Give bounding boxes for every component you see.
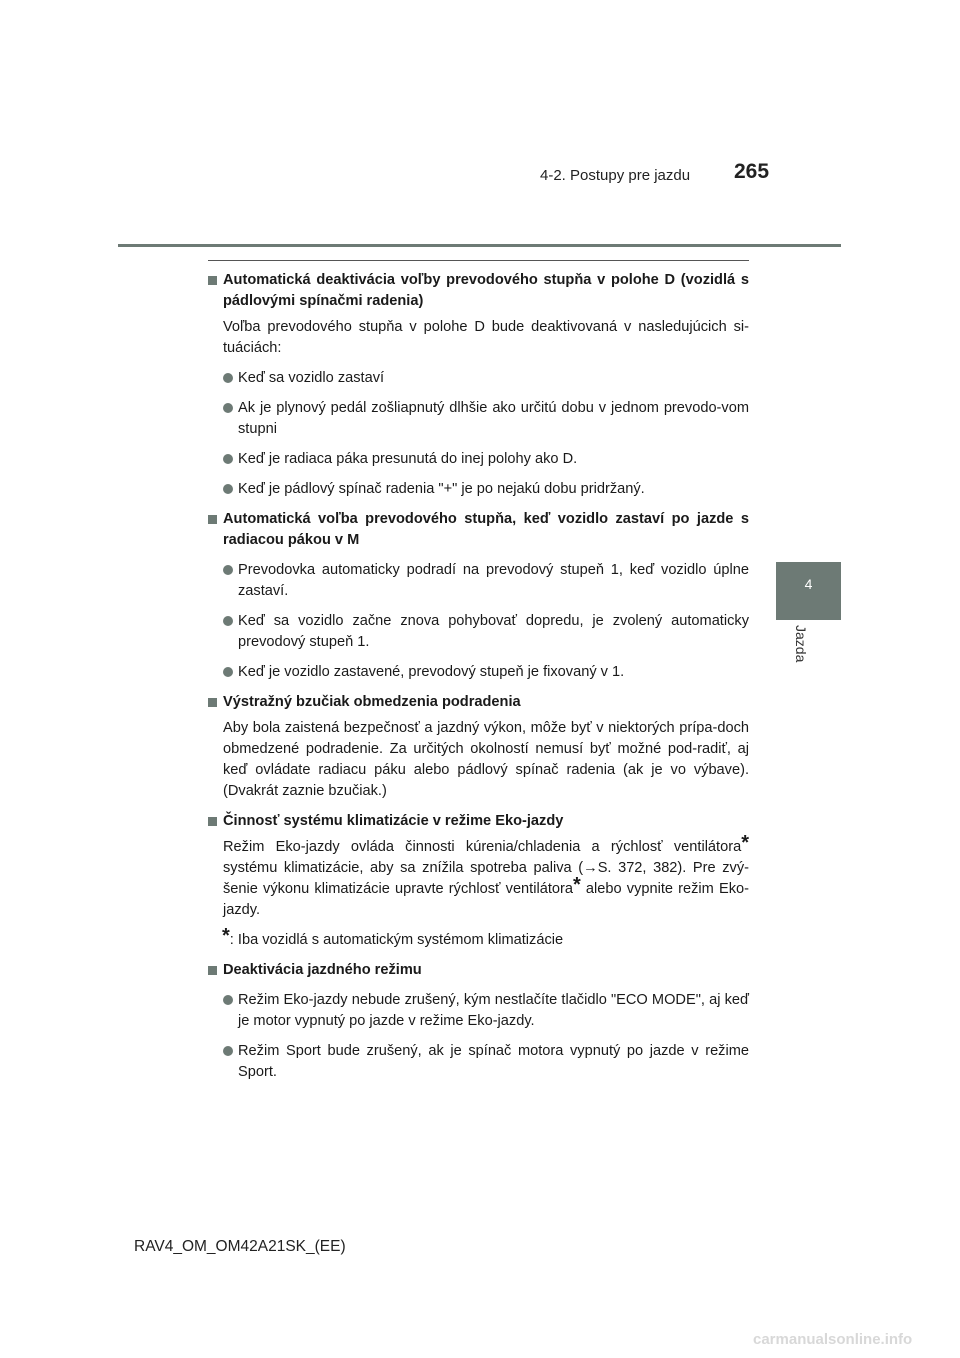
paragraph: Aby bola zaistená bezpečnosť a jazdný výkon, môže byť v niektorých prípa-doch obmedzené podradenie. Za určitých okolností nemusí byť možné pod-radiť, aj keď ovládate radiacu páku alebo pádlový spínač radenia (ak je vo výbave). (Dvakrát zaznie bzučiak.) [223,720,749,799]
list-item-text: Režim Sport bude zrušený, ak je spínač motora vypnutý po jazde v režime Sport. [238,1043,749,1080]
list-item [223,560,749,602]
circle-bullet-icon [223,616,233,626]
list-item-text: Keď sa vozidlo začne znova pohybovať dopredu, je zvolený automaticky prevodový stupeň 1. [238,613,749,650]
section-heading [208,692,749,713]
content-divider [208,260,749,261]
page-content [208,270,749,1083]
paragraph [223,832,749,921]
square-bullet-icon [208,515,217,524]
circle-bullet-icon [223,454,233,464]
square-bullet-icon [208,817,217,826]
list-item-text: Keď je radiaca páka presunutá do inej polohy ako D. [238,451,578,467]
heading-text: Deaktivácia jazdného režimu [223,962,422,978]
document-code: RAV4_OM_OM42A21SK_(EE) [134,1238,346,1255]
list-item-text: Režim Eko-jazdy nebude zrušený, kým nestlačíte tlačidlo "ECO MODE", aj keď je motor vypnutý po jazde v režime Eko-jazdy. [238,992,749,1029]
page-reference-arrow: → [583,860,598,876]
list-item [223,368,749,389]
section-heading [208,960,749,981]
circle-bullet-icon [223,1046,233,1056]
section-title: 4-2. Postupy pre jazdu [540,167,691,184]
list-item-text: Keď je pádlový spínač radenia "+" je po nejakú dobu pridržaný. [238,481,645,497]
heading-text: Automatická voľba prevodového stupňa, keď vozidlo zastaví po jazde s radiacou pákou v M [223,511,749,548]
section-heading [208,270,749,312]
circle-bullet-icon [223,373,233,383]
chapter-label-text: Jazda [793,625,809,663]
chapter-number: 4 [804,576,813,592]
footnote-text: : Iba vozidlá s automatickým systémom klimatizácie [229,932,564,948]
list-item-text: Keď sa vozidlo zastaví [238,370,385,386]
list-item [223,990,749,1032]
list-item [223,1041,749,1083]
list-item-text: Ak je plynový pedál zošliapnutý dlhšie ako určitú dobu v jednom prevodo-vom stupni [238,400,749,437]
footnote [222,925,749,951]
list-item-text: Keď je vozidlo zastavené, prevodový stupeň je fixovaný v 1. [238,664,625,680]
text-run: alebo vypnite režim Eko-jazdy. [223,881,749,918]
circle-bullet-icon [223,484,233,494]
footnote-marker: * [572,874,581,896]
circle-bullet-icon [223,403,233,413]
list-item [223,449,749,470]
footnote-marker: * [222,925,230,947]
chapter-label [776,625,841,685]
square-bullet-icon [208,698,217,707]
header-divider [118,244,841,247]
circle-bullet-icon [223,995,233,1005]
circle-bullet-icon [223,565,233,575]
section-heading [208,811,749,832]
text-run: S. 372, 382). Pre zvý-šenie výkonu klimatizácie upravte rýchlosť ventilátora [223,860,749,897]
square-bullet-icon [208,966,217,975]
list-item-text: Prevodovka automaticky podradí na prevodový stupeň 1, keď vozidlo úplne zastaví. [238,562,749,599]
section-heading [208,509,749,551]
text-run: Režim Eko-jazdy ovláda činnosti kúrenia/chladenia a rýchlosť ventilátora [223,839,742,855]
square-bullet-icon [208,276,217,285]
list-item [223,479,749,500]
heading-text: Automatická deaktivácia voľby prevodového stupňa v polohe D (vozidlá s pádlovými spínačmi radenia) [223,272,749,309]
circle-bullet-icon [223,667,233,677]
footnote-marker: * [741,832,749,854]
paragraph: Voľba prevodového stupňa v polohe D bude deaktivovaná v nasledujúcich si-tuáciách: [223,319,749,356]
list-item [223,398,749,440]
page-number: 265 [734,160,770,183]
heading-text: Výstražný bzučiak obmedzenia podradenia [223,694,521,710]
watermark: carmanualsonline.info [753,1331,913,1348]
list-item [223,611,749,653]
text-run: systému klimatizácie, aby sa znížila spotreba paliva ( [223,860,584,876]
heading-text: Činnosť systému klimatizácie v režime Eko-jazdy [223,813,564,829]
list-item [223,662,749,683]
